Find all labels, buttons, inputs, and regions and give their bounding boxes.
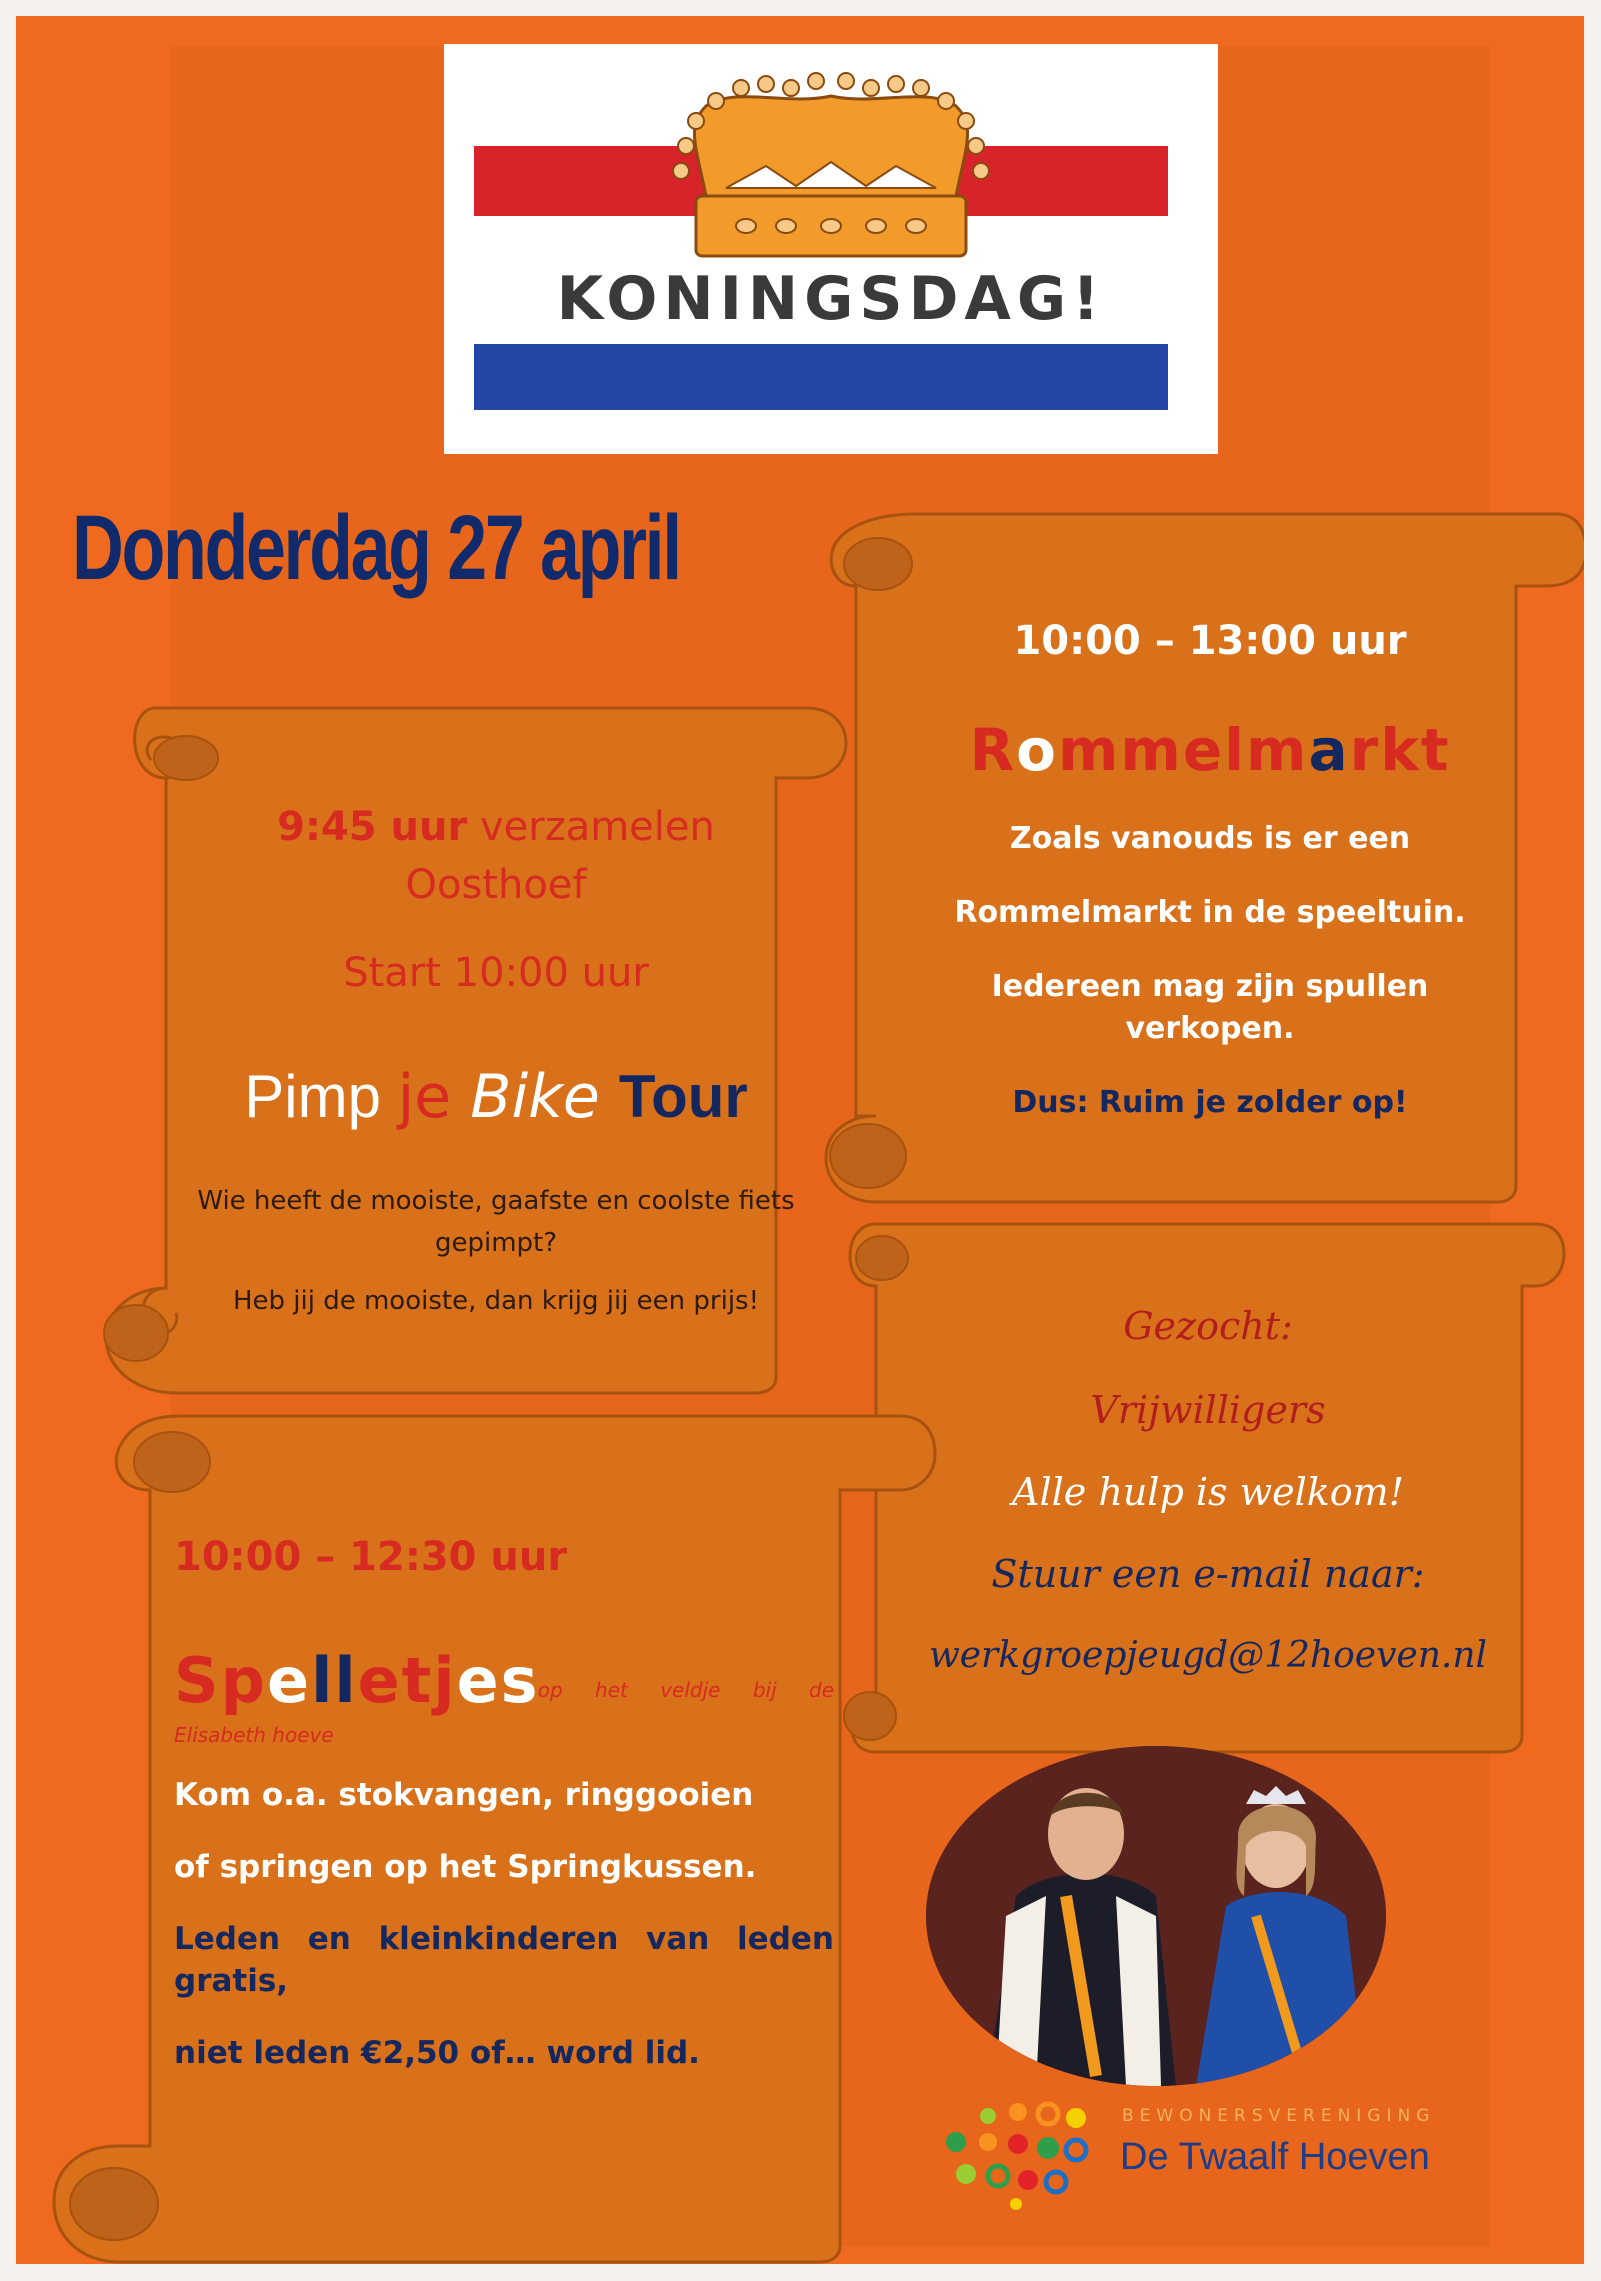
volunteers-email: werkgroepjeugd@12hoeven.nl [928,1635,1488,1676]
bike-description: Wie heeft de mooiste, gaafste en coolste fiets gepimpt? [197,1186,795,1258]
rommelmarkt-scroll [816,506,1584,1210]
bike-title-bike: Bike [451,1062,619,1132]
poster [16,16,1584,2264]
games-content [174,1532,834,2074]
royal-couple-illustration [926,1746,1386,2086]
volunteers-help: Alle hulp is welkom! [1012,1470,1404,1514]
bike-place: Oosthoef [405,862,587,908]
koningsdag-logo [444,44,1218,454]
games-scroll [40,1406,940,2264]
flag-blue-stripe [474,344,1168,410]
games-title-etj: etj [357,1644,457,1717]
royal-couple-photo [926,1746,1386,2086]
games-title-sp: Sp [174,1644,268,1717]
games-location-b: Elisabeth hoeve [174,1723,334,1747]
date-heading: Donderdag 27 april [72,497,680,599]
association-label: BEWONERSVERENIGING [1122,2106,1436,2126]
markt-title-rkt: rkt [1349,716,1451,784]
bike-tour-content [176,798,816,1322]
association-logo [926,2084,1486,2214]
logo-title: KONINGSDAG! [556,264,1106,334]
volunteers-title: Vrijwilligers [1090,1388,1326,1432]
games-title-row [174,1644,834,1720]
bike-gather: verzamelen [467,804,715,850]
games-line-3b: gratis, [174,1963,289,1999]
volunteers-scroll [846,1216,1566,1756]
bike-start: Start 10:00 uur [343,950,649,996]
games-line-1: Kom o.a. stokvangen, ringgooien [174,1777,754,1813]
markt-title-mmelm: mmelm [1057,716,1309,784]
markt-line-1: Zoals vanouds is er een [1009,821,1411,856]
games-title-e: e [267,1644,312,1717]
markt-line-3: Iedereen mag zijn spullen verkopen. [991,969,1429,1046]
markt-title-o: o [1016,716,1058,784]
markt-line-2: Rommelmarkt in de speeltuin. [954,895,1466,930]
bike-title-pimp: Pimp [244,1063,398,1130]
markt-time: 10:00 – 13:00 uur [1013,618,1407,664]
volunteers-mail-label: Stuur een e-mail naar: [991,1552,1425,1596]
markt-line-4: Dus: Ruim je zolder op! [1012,1085,1408,1120]
games-title-ll: ll [311,1644,358,1717]
bike-prize: Heb jij de mooiste, dan krijg jij een prijs! [232,1286,760,1316]
games-line-2: of springen op het Springkussen. [174,1849,757,1885]
rommelmarkt-content [912,616,1508,1124]
games-location-a: op het veldje bij de [537,1678,834,1702]
markt-title-r: R [969,716,1017,784]
volunteers-content [928,1300,1488,1682]
crown-icon [666,66,996,276]
markt-title-a: a [1308,716,1350,784]
bike-title-tour: Tour [618,1063,748,1130]
association-name: De Twaalf Hoeven [1120,2136,1430,2178]
games-title [174,1644,540,1717]
association-dots-icon [926,2084,1096,2214]
games-line-4: niet leden €2,50 of… word lid. [174,2035,700,2071]
volunteers-wanted: Gezocht: [1123,1304,1293,1348]
bike-time: 9:45 uur [277,804,468,850]
bike-title-je: je [397,1062,452,1132]
bike-time-line [176,798,816,856]
bike-tour-scroll [66,688,854,1398]
markt-title [912,714,1508,786]
games-title-es: es [456,1644,540,1717]
bike-title [176,1062,816,1132]
games-line-3: Leden en kleinkinderen van leden [174,1921,834,1957]
games-time: 10:00 – 12:30 uur [174,1534,568,1580]
